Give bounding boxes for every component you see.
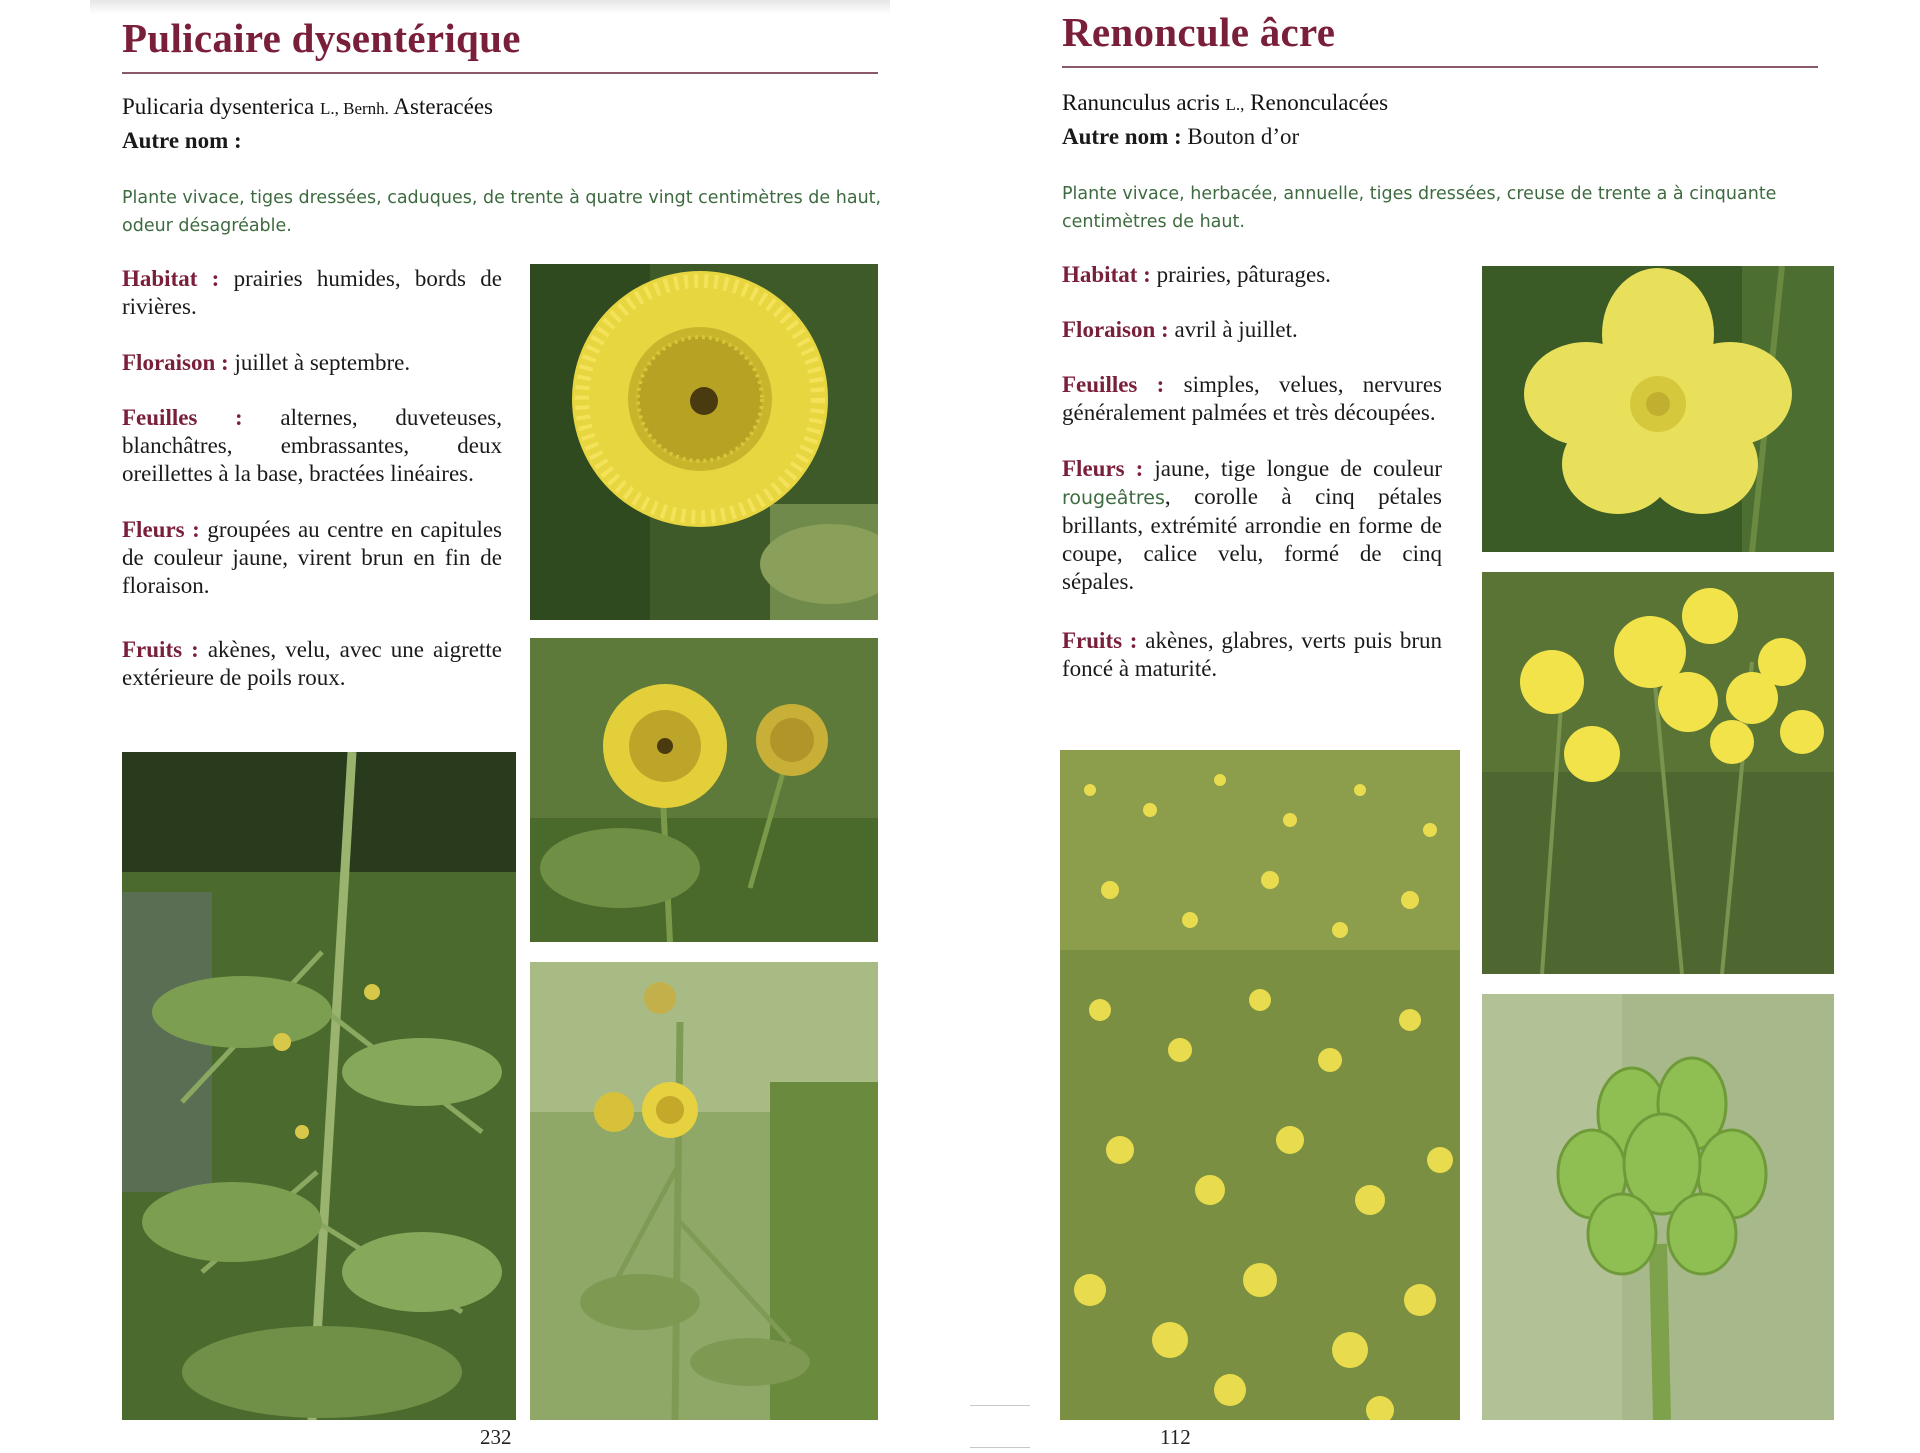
fleurs-highlight: rougeâtres: [1062, 487, 1165, 509]
feuilles-text: alternes, duveteuses, blanchâtres, embrassantes, deux oreillettes à la base, bractées linéaires.: [122, 405, 502, 486]
feuilles-label: Feuilles :: [122, 405, 243, 430]
feuilles-text: simples, velues, nervures généralement palmées et très découpées.: [1062, 372, 1442, 425]
other-name-label: Autre nom :: [1062, 124, 1182, 149]
other-name-line: [122, 128, 242, 154]
fleurs-label: Fleurs :: [122, 517, 200, 542]
photo-flowering-stem: [530, 962, 878, 1420]
fruits-field: [1062, 627, 1442, 683]
photo-flower-closeup: [530, 264, 878, 620]
habitat-text: prairies, pâturages.: [1156, 262, 1331, 287]
feuilles-field: [122, 404, 502, 488]
fleurs-text: jaune, tige longue de couleur: [1154, 456, 1442, 481]
fleurs-label: Fleurs :: [1062, 456, 1144, 481]
photo-buttercup-closeup: [1482, 266, 1834, 552]
feuilles-field: [1062, 371, 1442, 427]
page-right: [960, 0, 1920, 1453]
fleurs-field: [122, 516, 502, 600]
latin-author: L., Bernh.: [319, 99, 389, 118]
other-name-value: Bouton d’or: [1187, 124, 1300, 149]
photo-whole-plant: [122, 752, 516, 1420]
floraison-field: [1062, 316, 1442, 344]
habitat-field: [122, 265, 502, 321]
plant-description: Plante vivace, tiges dressées, caduques, de trente à quatre vingt centimètres de haut, odeur désagréable.: [122, 188, 882, 236]
habitat-field: [1062, 261, 1442, 289]
page-number: 232: [480, 1425, 512, 1449]
floraison-label: Floraison :: [1062, 317, 1169, 342]
fleurs-text: groupées au centre en capitules de couleur jaune, virent brun en fin de floraison.: [122, 517, 502, 598]
photo-seed-head: [1482, 994, 1834, 1420]
title-rule: [122, 72, 878, 74]
family-name: Renonculacées: [1250, 90, 1389, 115]
other-name-line: [1062, 124, 1299, 150]
fleurs-field: [1062, 455, 1442, 596]
floraison-field: [122, 349, 502, 377]
plant-description: Plante vivace, herbacée, annuelle, tiges dressées, creuse de trente a à cinquante centimètres de haut.: [1062, 184, 1777, 232]
latin-name-line: [122, 94, 493, 120]
floraison-text: avril à juillet.: [1174, 317, 1298, 342]
fruits-label: Fruits :: [1062, 628, 1138, 653]
fruits-field: [122, 636, 502, 692]
photo-buttercup-field: [1060, 750, 1460, 1420]
page-title: Renoncule âcre: [1062, 9, 1336, 55]
other-name-label: Autre nom :: [122, 128, 242, 153]
photo-flower-heads: [530, 638, 878, 942]
feuilles-label: Feuilles :: [1062, 372, 1165, 397]
page-shadow: [90, 0, 890, 14]
fruits-text: akènes, glabres, verts puis brun foncé à maturité.: [1062, 628, 1443, 681]
habitat-label: Habitat :: [122, 266, 220, 291]
floraison-label: Floraison :: [122, 350, 229, 375]
fruits-text: akènes, velu, avec une aigrette extérieure de poils roux.: [122, 637, 503, 690]
floraison-text: juillet à septembre.: [234, 350, 411, 375]
latin-author: L.,: [1225, 95, 1245, 114]
habitat-text: prairies humides, bords de rivières.: [122, 266, 502, 319]
latin-name-line: [1062, 90, 1388, 116]
latin-name: Pulicaria dysenterica: [122, 94, 315, 119]
photo-buttercup-cluster: [1482, 572, 1834, 974]
fleurs-text-rest: , corolle à cinq pétales brillants, extrémité arrondie en forme de coupe, calice velu, formé de cinq sépales.: [1062, 484, 1442, 594]
page-number: 112: [1160, 1425, 1191, 1449]
family-name: Asteracées: [393, 94, 494, 119]
latin-name: Ranunculus acris: [1062, 90, 1220, 115]
page-title: Pulicaire dysentérique: [122, 15, 521, 61]
title-rule: [1062, 66, 1818, 68]
fruits-label: Fruits :: [122, 637, 199, 662]
habitat-label: Habitat :: [1062, 262, 1151, 287]
